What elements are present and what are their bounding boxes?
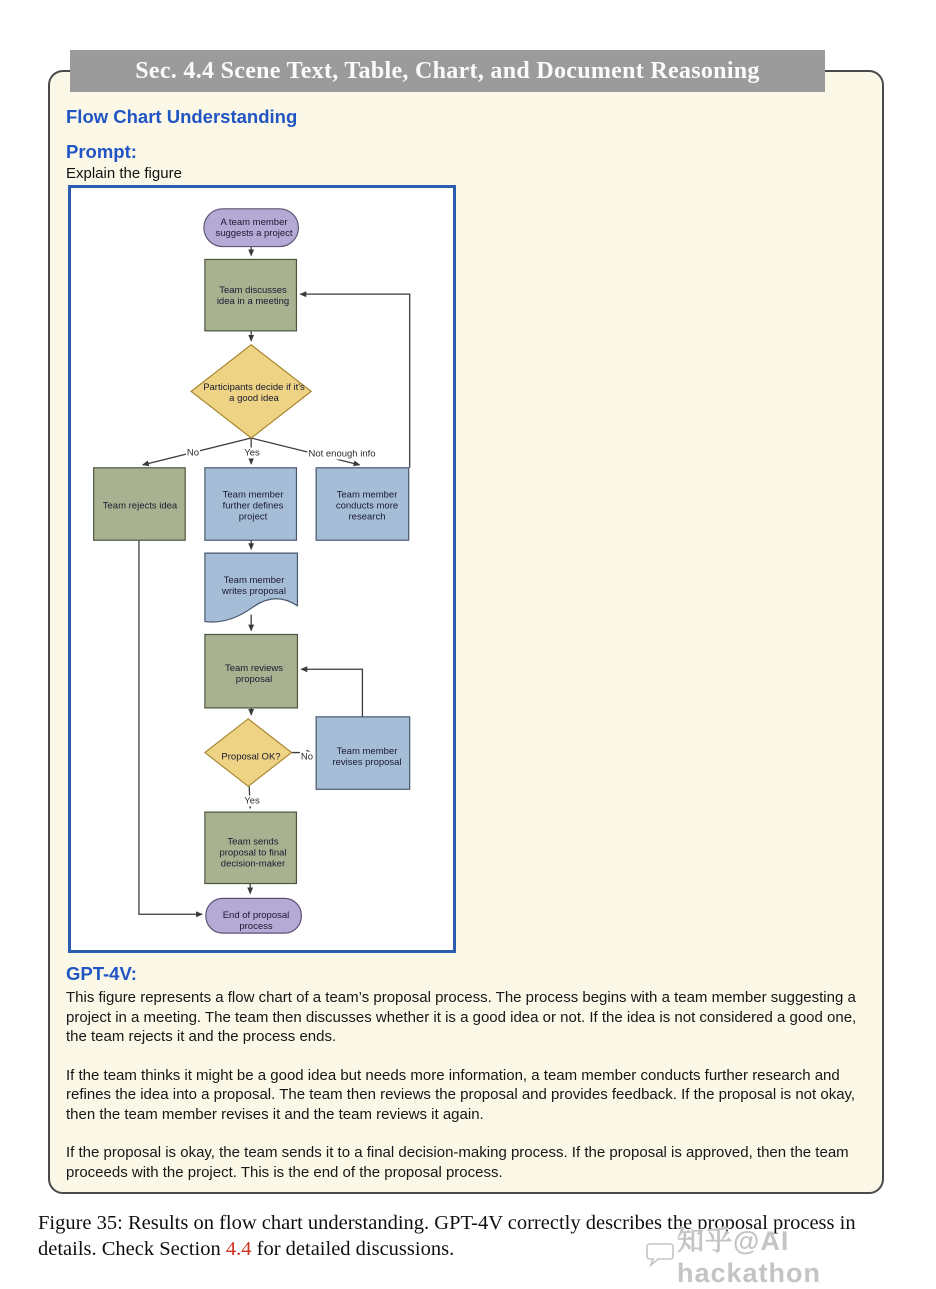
response-label: GPT-4V: bbox=[66, 963, 137, 984]
subsection-title: Flow Chart Understanding bbox=[66, 106, 298, 127]
flowchart-node-defines: Team member further defines project bbox=[222, 489, 284, 523]
prompt-label: Prompt: bbox=[66, 141, 137, 162]
content-panel bbox=[48, 70, 884, 1194]
watermark bbox=[646, 1219, 936, 1289]
response-text bbox=[66, 988, 880, 1201]
flowchart-node-reviews: Team reviews proposal bbox=[224, 662, 284, 685]
flowchart-node-decide: Participants decide if it's a good idea bbox=[203, 381, 305, 404]
response-paragraph: If the proposal is okay, the team sends it to a final decision-making process. If the proposal is approved, then the team proceeds with the project. This is the end of the proposal process. bbox=[66, 1144, 849, 1181]
flowchart-node-sends: Team sends proposal to final decision-maker bbox=[219, 836, 287, 870]
flowchart-node-ok: Proposal OK? bbox=[221, 751, 281, 763]
speech-bubble-icon bbox=[646, 1241, 674, 1267]
flowchart-node-writes: Team member writes proposal bbox=[222, 574, 286, 597]
flowchart-node-end: End of proposal process bbox=[222, 909, 290, 932]
flowchart-node-discusses: Team discusses idea in a meeting bbox=[216, 284, 290, 307]
prompt-text: Explain the figure bbox=[66, 165, 182, 182]
response-paragraph: If the team thinks it might be a good idea but needs more information, a team member conducts further research and refines the idea into a proposal. The team then reviews the proposal and provides feedback. If the proposal is not okay, then the team member revises it and the team reviews it again. bbox=[66, 1066, 856, 1123]
flowchart-node-start: A team member suggests a project bbox=[215, 216, 293, 239]
response-paragraph: This figure represents a flow chart of a team’s proposal process. The process begins with a team member suggesting a project in a meeting. The team then discusses whether it is a good idea or not. If the idea is not considered a good one, the team rejects it and the process ends. bbox=[66, 989, 857, 1045]
section-header-title: Sec. 4.4 Scene Text, Table, Chart, and Document Reasoning bbox=[135, 57, 760, 84]
caption-section-link[interactable]: 4.4 bbox=[225, 1238, 252, 1260]
flowchart-node-revises: Team member revises proposal bbox=[332, 745, 402, 768]
caption-line2-suffix: for detailed discussions. bbox=[251, 1238, 455, 1260]
edge-label-no-2: No bbox=[300, 751, 314, 763]
edge-label-yes-1: Yes bbox=[244, 447, 260, 459]
edge-label-no-1: No bbox=[186, 447, 200, 459]
section-header-bar bbox=[70, 50, 825, 92]
caption-line1: Figure 35: Results on flow chart understanding. GPT-4V correctly describes the proposal process in bbox=[38, 1212, 856, 1234]
flowchart-node-research: Team member conducts more research bbox=[335, 489, 399, 523]
flowchart-node-rejects: Team rejects idea bbox=[102, 500, 178, 512]
flowchart-figure bbox=[68, 185, 456, 953]
edge-label-not-enough-info: Not enough info bbox=[308, 448, 376, 460]
watermark-text: 知乎@AI hackathon bbox=[677, 1226, 822, 1288]
edge-label-yes-2: Yes bbox=[244, 795, 260, 807]
caption-line2-prefix: details. Check Section bbox=[38, 1238, 226, 1260]
